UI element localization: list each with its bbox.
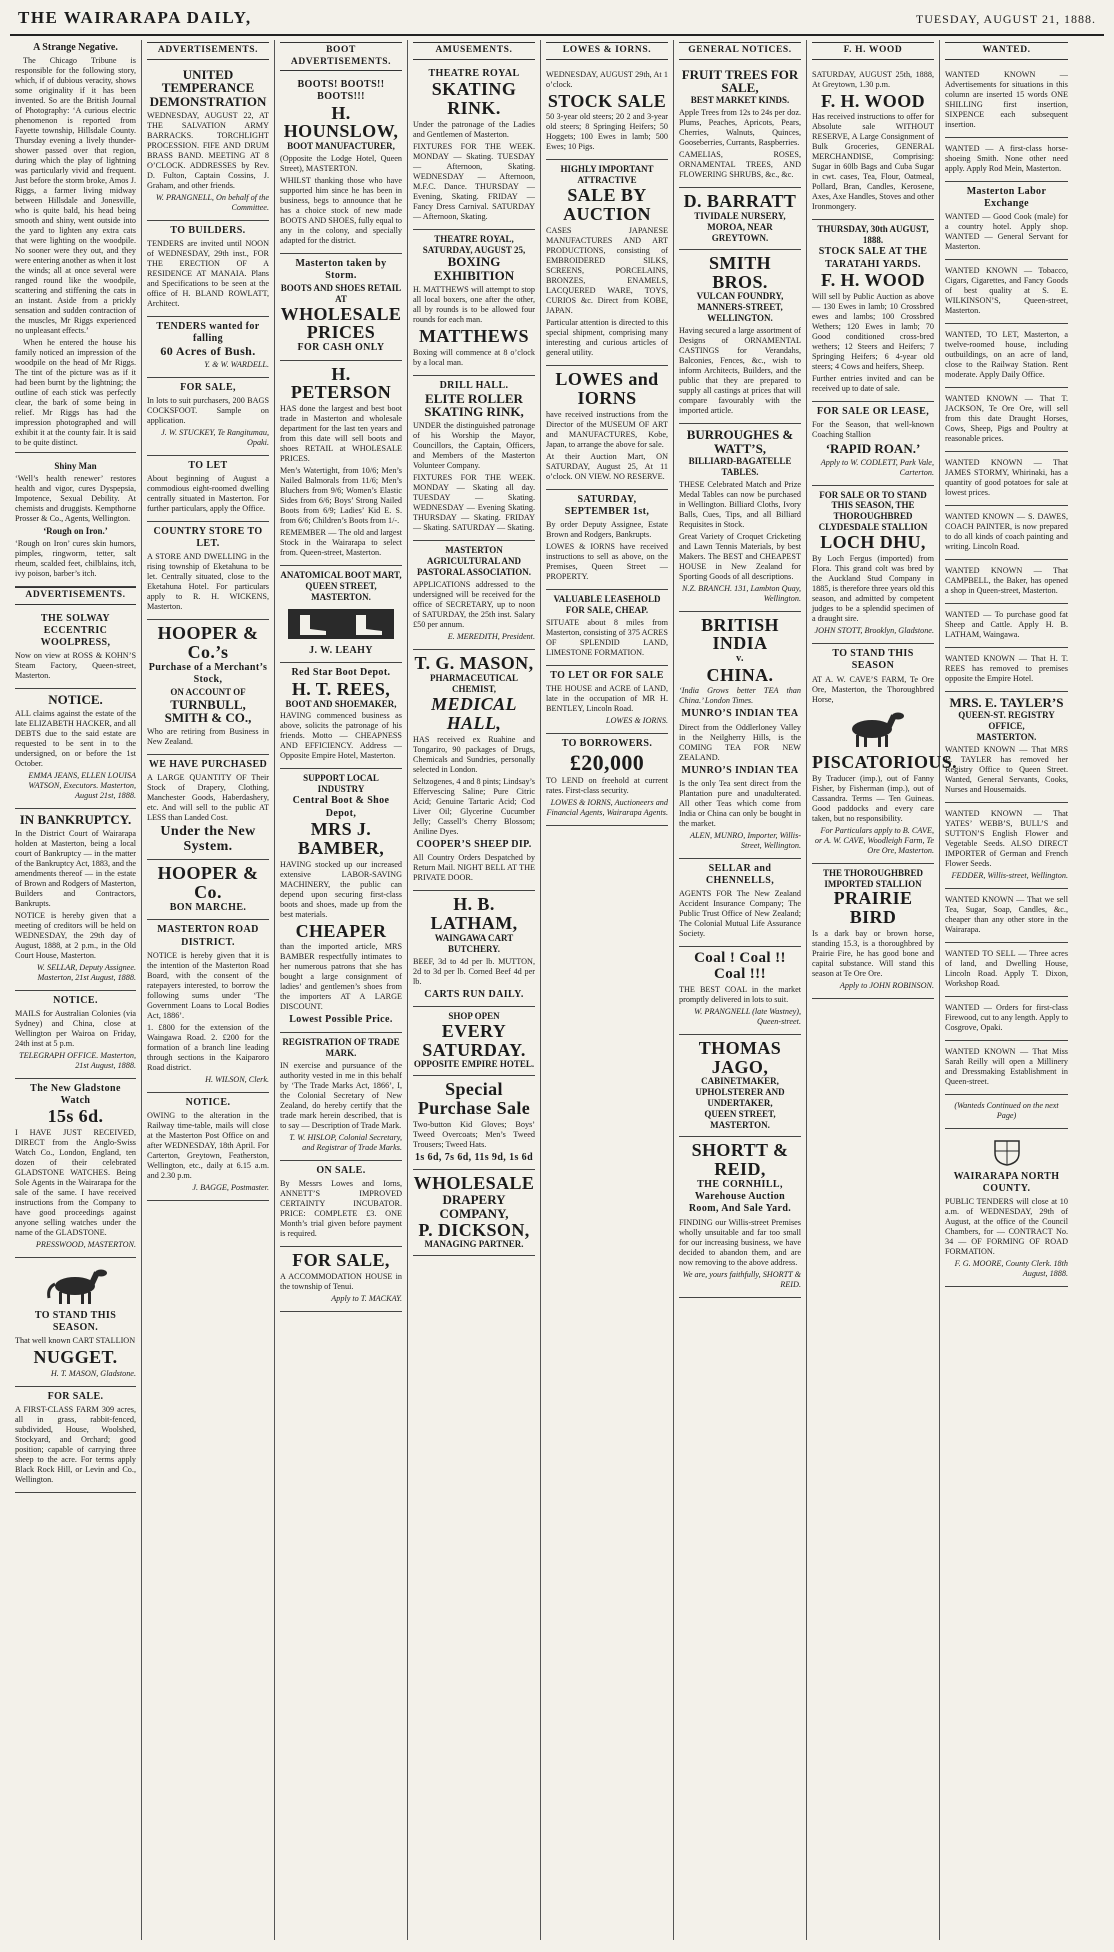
wanted-ad: WANTED, TO LET, Masterton, a twelve-roomed house, including outbuildings, on an acre of land, close to the Railway Station. Rent moderate. Apply Daily Office. [945, 324, 1068, 388]
ad-thomas-jago: THOMAS JAGO, CABINETMAKER, UPHOLSTERER AND UNDERTAKER, QUEEN STREET, MASTERTON. [679, 1035, 801, 1138]
ad-bankruptcy: IN BANKRUPTCY. In the District Court of Wairarapa holden at Masterton, being a local court of Bankruptcy — in the matter of the Bankruptcy Act, 1883, and the amendments thereof — in the estate of Brown and Rodgers of Masterton, Builders and Contractors, Bankrupts. NOTICE is hereby given that a meeting of creditors will be held on WEDNESDAY, the 29th day of August, 1888, at 2 p.m., in the Old Court House, Masterton. W. SELLAR, Deputy Assignee. Masterton, 21st August, 1888. [15, 809, 136, 991]
article-body: The Chicago Tribune is responsible for the following story, which, if of dubious veracity, shows some originality if it has been invented. So are the British Journal of Photography: ‘A curious electric phenomenon is reported from Fayette township, Hillsdale County. Thursday evening a lively thunder-shower passed over that region, during which the play of lightning was particularly vivid and frequent. Just before the storm broke, Amos J. Riggs, a farmer living midway between Hillsdale and Jonesville, who is quite bald, his head being smooth and shiny, went outside into the yard to lighten any extra cats that were lighting on the woodpile. No sooner were they out, and they were entering another as when it lost the winds; all at once several were ranged round like the woodpile, scattering and stiffening the cats in an instant. Aside from a prickly sensation and sudden contraction of the muscles, Mr Riggs experienced no unpleasant effects.’ [15, 56, 136, 336]
wanted-ad: WANTED KNOWN — S. DAWES, COACH PAINTER, is now prepared to do all kinds of coach painting and writing. Lincoln Road. [945, 506, 1068, 560]
ad-barratt-nursery: D. BARRATT TIVIDALE NURSERY, MOROA, NEAR GREYTOWN. [679, 188, 801, 250]
ad-smith-bros: SMITH BROS. VULCAN FOUNDRY, MANNERS-STREET, WELLINGTON. Having secured a large assortment of Designs of ORNAMENTAL CASTINGS for Verandahs, Balconies, Fences, &c., wish to inform Architects, Builders, and the public that they are prepared to supply all castings at prices that will compare favourably with the imported article. [679, 250, 801, 425]
ad-red-star-boot: Red Star Boot Depot. H. T. REES, BOOT AND SHOEMAKER, HAVING commenced business as above, solicits the patronage of his friends. Motto — CHEAPNESS AND EFFICIENCY. Address — Opposite Empire Hotel, Masterton. [280, 663, 402, 769]
ad-loch-dhu: FOR SALE OR TO STAND THIS SEASON, THE THOROUGHBRED CLYDESDALE STALLION LOCH DHU, By Loch Fergus (imported) from Flora. This grand colt was bred by the Auckland Stud Company in 1885, is therefore three years old this season, and admitted by competent judges to be a splendid specimen of a draught sire. JOHN STOTT, Brooklyn, Gladstone. [812, 486, 934, 645]
ad-cocksfoot: FOR SALE, In lots to suit purchasers, 200 BAGS COCKSFOOT. Sample on application. J. W. STUCKEY, Te Rangitumau, Opaki. [147, 378, 269, 456]
ad-notice-estate: NOTICE. ALL claims against the estate of the late ELIZABETH HACKER, and all DEBTS due to the said estate are requested to be sent in to the undersigned, on or before the 1st October. EMMA JEANS, ELLEN LOUISA WATSON, Executors. Masterton, August 21st, 1888. [15, 689, 136, 809]
ad-latham-butchery: H. B. LATHAM, WAINGAWA CART BUTCHERY. BEEF, 3d to 4d per lb. MUTTON, 2d to 3d per lb. Corned Beef 4d per lb. CARTS RUN DAILY. [413, 891, 535, 1007]
masthead-date: TUESDAY, AUGUST 21, 1888. [915, 12, 1096, 26]
ad-elite-skating: DRILL HALL. ELITE ROLLER SKATING RINK, UNDER the distinguished patronage of his Worship the Mayor, Councillors, the Captain, Officers, and Members of the Masterton Volunteer Company. FIXTURES FOR THE WEEK. MONDAY — Skating all day. TUESDAY — Skating. WEDNESDAY — Evening Skating. THURSDAY — Skating. FRIDAY — Skating. SATURDAY — Skating. [413, 376, 535, 541]
boot-engraving-icon [286, 607, 396, 641]
ad-bankrupt-estate-sale: SATURDAY, SEPTEMBER 1st, By order Deputy Assignee, Estate Brown and Rodgers, Bankrupts. LOWES & IORNS have received instructions to sell as above, on the Premises, Queen Street — PROPERTY. [546, 490, 668, 590]
ad-tenders-bush: TENDERS wanted for falling 60 Acres of Bush. Y. & W. WARDELL. [147, 317, 269, 378]
column-4 [408, 40, 541, 1940]
masthead-title: THE WAIRARAPA DAILY, [18, 8, 252, 27]
ad-tg-mason: T. G. MASON, PHARMACEUTICAL CHEMIST, MEDICAL HALL, HAS received ex Ruahine and Tongariro, 90 packages of Drugs, Chemicals and Sundries, personally selected in London. Seltzogenes, 4 and 8 pints; Lindsay’s Effervescing Saline; Pure Citric Acid; Genuine Tartaric Acid; Cod Liver Oil; Glycerine Cucumber Jelly; Cassell’s Cherry Blossom; Aniline Dyes. COOPER’S SHEEP DIP. All Country Orders Despatched by Return Mail. NIGHT BELL AT THE PRIVATE DOOR. [413, 650, 535, 891]
wanted-ad: WANTED — Orders for first-class Firewood, cut to any length. Apply to Cosgrove, Opaki. [945, 997, 1068, 1041]
ad-shortt-reid: SHORTT & REID, THE CORNHILL, Warehouse Auction Room, And Sale Yard. FINDING our Willis-street Premises wholly unsuitable and far too small for our increasing business, we have decided to abandon them, and are now removing to the above address. We are, yours faithfully, SHORTT & REID. [679, 1137, 801, 1297]
wanted-ad: WANTED KNOWN — Tobacco, Cigars, Cigarettes, and Fancy Goods of best quality at S. E. WILKINSON’S, Queen-street, Masterton. [945, 260, 1068, 324]
wanted-ad: WANTED TO SELL — Three acres of land, and Dwelling House, Lincoln Road. Apply T. Dixon, Workshop Road. [945, 943, 1068, 997]
ad-peterson: H. PETERSON HAS done the largest and best boot trade in Masterton and wholesale department for the last ten years and from this date will sell boots and shoes RETAIL at WHOLESALE PRICES. Men’s Watertight, from 10/6; Men’s Nailed Balmorals from 11/6; Men’s Bluchers from 9/6; Women’s Elastic Sides from 6/6; Boys’ Strong Nailed Boots from 6/9; Ladies’ Kid E. S. from 6/6; Children’s Boots from 1/-. REMEMBER — The old and largest Stock in the Wairarapa to select from. Queen-street, Masterton. [280, 361, 402, 567]
ad-leasehold: VALUABLE LEASEHOLD FOR SALE, CHEAP. SITUATE about 8 miles from Masterton, consisting of 375 ACRES OF SPLENDID LAND, LIMESTONE FORMATION. [546, 590, 668, 666]
ad-trade-mark: REGISTRATION OF TRADE MARK. IN exercise and pursuance of the authority vested in me in this behalf by ‘The Trade Marks Act, 1866’, I, the Colonial Secretary of New Zealand, do hereby certify that the trade mark herein described, that is to say — Description of Trade Mark. T. W. HISLOP, Colonial Secretary, and Registrar of Trade Marks. [280, 1033, 402, 1161]
wanted-continued-note: (Wanteds Continued on the next Page) [945, 1095, 1068, 1129]
wanted-ad: WANTED KNOWN — That CAMPBELL, the Baker, has opened a shop in Queen-street, Masterton. [945, 560, 1068, 604]
ad-hooper-purchase: HOOPER & Co.’s Purchase of a Merchant’s Stock, ON ACCOUNT OF TURNBULL, SMITH & CO., Who are retiring from Business in New Zealand. [147, 620, 269, 754]
ad-temperance-demonstration: UNITED TEMPERANCE DEMONSTRATION WEDNESDAY, AUGUST 22, AT THE SALVATION ARMY BARRACKS. TORCHLIGHT PROCESSION. FIFE AND DRUM BRASS BAND. MEETING AT 8 O’CLOCK. ADDRESSES by Rev. D. Fulton, Captain Cossins, J. Graham, and other friends. W. PRANGNELL, On behalf of the Committee. [147, 64, 269, 221]
ad-to-borrowers: TO BORROWERS. £20,000 TO LEND on freehold at current rates. First-class security. LOWES & IORNS, Auctioneers and Financial Agents, Wairarapa Agents. [546, 734, 668, 825]
column-7 [807, 40, 958, 1940]
ad-mails-notice: NOTICE. MAILS for Australian Colonies (via Sydney) and China, close at Wellington per Wairoa on Friday, 24th inst at 5 p.m. TELEGRAPH OFFICE. Masterton, 21st August, 1888. [15, 991, 136, 1079]
section-advertisements: ADVERTISEMENTS. [15, 587, 136, 605]
wanted-ad: WANTED KNOWN — That T. JACKSON, Te Ore Ore, will sell from this date Draught Horses, Cows, Sheep, Pigs and Poultry at reasonable prices. [945, 388, 1068, 452]
column-heading: F. H. WOOD [812, 42, 934, 60]
wanted-ad: WANTED — A first-class horse-shoeing Smith. None other need apply. Apply Rod Mein, Masterton. [945, 138, 1068, 182]
ad-munro-tea: BRITISH INDIA v. CHINA. ‘India Grows better TEA than China.’ London Times. MUNRO’S INDIAN TEA Direct from the Oddlerloney Valley in the Neilgherry Hills, is the COMING TEA FOR NEW ZEALAND. MUNRO’S INDIAN TEA Is the only Tea sent direct from the Plantation pure and unadulterated. All other Teas which come from India or China can only be bought in the market. ALEN, MUNRO, Importer, Willis-Street, Wellington. [679, 612, 801, 859]
ad-japanese-sale: HIGHLY IMPORTANT ATTRACTIVE SALE BY AUCTION CASES JAPANESE MANUFACTURES AND ART PRODUCTIONS, consisting of EMBROIDERED SILKS, SCREENS, PORCELAINS, BRONZES, ENAMELS, LACQUERED WARE, TOYS, CURIOS &c. Direct from KOBE, JAPAN. Particular attention is directed to this special shipment, comprising many interesting and curious articles of general utility. [546, 160, 668, 366]
ad-agricultural-association: MASTERTON AGRICULTURAL AND PASTORAL ASSOCIATION. APPLICATIONS addressed to the undersigned will be received for the office of SECRETARY, up to noon of SATURDAY, the 25th inst. Salary £50 per annum. E. MEREDITH, President. [413, 541, 535, 650]
notice-shiny-man: Shiny Man ‘Well’s health renewer’ restores health and vigor, cures Dyspepsia, Impotence, Sexual Debility. At chemists and druggists. Kempthorne Prosser & Co., Agents, Wellington. ‘Rough on Iron.’ ‘Rough on Iron’ cures skin humors, pimples, ringworm, tetter, salt rheum, scalded feet, chilblains, itch, ivy poison, barber’s itch. [15, 457, 136, 587]
ad-prairie-bird: THE THOROUGHBRED IMPORTED STALLION PRAIRIE BIRD Is a dark bay or brown horse, standing 15.3, is a thoroughbred by Prairie Fire, he has good bone and capital substance. Will stand this season at Te Ore Ore. Apply to JOHN ROBINSON. [812, 864, 934, 1000]
column-5 [541, 40, 674, 1940]
article-body-2: When he entered the house his family noticed an impression of the woodpile on the head of Mr Riggs. The tint of the picture was as if it had been burnt by the lightning; the outline of each stick was perfectly clear, the bark of some being in relief. Mr Riggs has had the impression photographed and will exhibit it at the county fair. It is said to be quite distinct. [15, 338, 136, 448]
column-heading: WANTED. [945, 42, 1068, 60]
ad-woolpress: THE SOLWAY ECCENTRIC WOOLPRESS, Now on view at ROSS & KOHN’S Steam Factory, Queen-street, Masterton. [15, 609, 136, 690]
wanted-ad: WANTED KNOWN — That YATES’ WEBB’S, BULL’S and SUTTON’S English Flower and Vegetable Seeds. ALSO DIRECT IMPORTER of German and French Flower Seeds. FEDDER, Willis-street, Wellington. [945, 803, 1068, 889]
wanted-ad: WANTED KNOWN — Advertisements for situations in this column are inserted 15 words ONE SHILLING first insertion, SIXPENCE each subsequent insertion. [945, 64, 1068, 138]
column-heading: LOWES & IORNS. [546, 42, 668, 60]
ad-county-tenders: WAIRARAPA NORTH COUNTY. PUBLIC TENDERS will close at 10 a.m. of WEDNESDAY, 29th of August, at the office of the Council Chambers, for — CONTRACT No. 34 — OF FORMING OF ROAD FORMATION. F. G. MOORE, County Clerk. 18th August, 1888. [945, 1129, 1068, 1287]
wanted-ad: WANTED KNOWN — That H. T. REES has removed to premises opposite the Empire Hotel. [945, 648, 1068, 692]
ad-mail-notice: NOTICE. OWING to the alteration in the Railway time-table, mails will close at the Masterton Post Office on and after WEDNESDAY, 18th April. For Carterton, Greytown, Featherston, Wellington, etc., daily at 6.15 a.m. and 2.30 p.m. J. BAGGE, Postmaster. [147, 1093, 269, 1201]
ad-taratahi-stock-sale: THURSDAY, 30th AUGUST, 1888. STOCK SALE AT THE TARATAHI YARDS. F. H. WOOD Will sell by Public Auction as above — 130 Ewes in lamb; 10 Crossbred ewes and lambs; 100 Crossbred Wethers; 120 Ewes in lamb; 70 Good conditioned cross-bred wethers; 12 Steers and Heifers; 7 Springing Heifers; 6 4-year old steers; 4 Cows and heifers, Sheep. Further entries invited and can be received up to date of sale. [812, 220, 934, 401]
wanted-labor-exchange: Masterton Labor Exchange WANTED — Good Cook (male) for a country hotel. Apply shop. WANTED — General Servant for Masterton. [945, 182, 1068, 260]
ad-nugget-stallion: TO STAND THIS SEASON. That well known CART STALLION NUGGET. H. T. MASON, Gladstone. [15, 1258, 136, 1387]
ad-coal: Coal ! Coal !! Coal !!! THE BEST COAL in the market promptly delivered in lots to suit. W. PRANGNELL (late Wastney), Queen-street. [679, 947, 801, 1035]
column-2 [142, 40, 275, 1940]
wanted-ad: WANTED KNOWN — That JAMES STORMY, Whirinaki, has a quantity of good potatoes for sale at lowest prices. [945, 452, 1068, 506]
ad-burroughes-watt: BURROUGHES & WATT’S, BILLIARD-BAGATELLE TABLES. THESE Celebrated Match and Prize Medal Tables can now be purchased in Wellington. Billiard Cloths, Ivory Balls, Cues, Tips, and all Billiard Requisites in Stock. Great Variety of Croquet Cricketing and Lawn Tennis Materials, by best Makers. The BEST and CHEAPEST HOUSE in New Zealand for Sporting Goods of all descriptions. N.Z. BRANCH. 131, Lambton Quay, Wellington. [679, 424, 801, 611]
ad-lowes-iorns-mart: LOWES and IORNS have received instructions from the Director of the MUSEUM OF ART and MANUFACTURES, Kobe, Japan, to arrange the above for sale. At their Auction Mart, ON SATURDAY, August 25, At 11 o’clock. ON VIEW. NO RESERVE. [546, 366, 668, 490]
horse-engraving-icon [41, 1266, 111, 1306]
ad-stock-sale: WEDNESDAY, AUGUST 29th, At 1 o’clock. STOCK SALE 50 3-year old steers; 20 2 and 3-year old steers; 8 Springing Heifers; 50 Hoggets; 100 Ewes in lamb; 500 Ewes; 10 Pigs. [546, 64, 668, 161]
ad-we-have-purchased: WE HAVE PURCHASED A LARGE QUANTITY OF Their Stock of Drapery, Clothing, Manchester Goods, Haberdashery, etc. And will sell to the public AT LESS than Landed Cost. Under the New System. [147, 755, 269, 861]
column-3 [275, 40, 408, 1940]
ad-anatomical-boot-mart: ANATOMICAL BOOT MART, QUEEN STREET, MASTERTON. J. W. LEAHY [280, 566, 402, 663]
ad-wholesale-drapery: WHOLESALE DRAPERY COMPANY, P. DICKSON, MANAGING PARTNER. [413, 1170, 535, 1256]
ad-special-purchase: Special Purchase Sale Two-button Kid Gloves; Boys’ Tweed Overcoats; Men’s Tweed Trousers; Tweed Hats. 1s 6d, 7s 6d, 11s 9d, 1s 6d [413, 1076, 535, 1170]
ad-fruit-trees: FRUIT TREES FOR SALE, BEST MARKET KINDS. Apple Trees from 12s to 24s per doz. Plums, Peaches, Apricots, Pears, Cherries, Walnuts, Quinces, Gooseberries, Currants, Raspberries. CAMELIAS, ROSES, ORNAMENTAL TREES, AND FLOWERING SHRUBS, &c., &c. [679, 64, 801, 188]
column-heading: GENERAL NOTICES. [679, 42, 801, 60]
coat-of-arms-icon [989, 1137, 1025, 1167]
ad-to-let-or-sale: TO LET OR FOR SALE THE HOUSE and ACRE of LAND, late in the occupation of MR H. BENTLEY, Lincoln Road. LOWES & IORNS. [546, 666, 668, 734]
ad-sellar-chennells: SELLAR and CHENNELLS, AGENTS FOR The New Zealand Accident Insurance Company; The Public Trust Office of New Zealand; The Colonial Mutual Life Assurance Society. [679, 859, 801, 947]
ad-road-district: MASTERTON ROAD DISTRICT. NOTICE is hereby given that it is the intention of the Masterton Road Board, with the consent of the ratepayers interested, to borrow the following sums under ‘The Government Loans to Local Bodies Act, 1886’. 1. £800 for the extension of the Waingawa Road. 2. £200 for the formation of a branch line leading through sections in the Kaiparoro Road district. H. WILSON, Clerk. [147, 920, 269, 1092]
column-6 [674, 40, 807, 1940]
masthead [10, 6, 1104, 36]
ad-hooper-bon-marche: HOOPER & Co. BON MARCHE. [147, 860, 269, 920]
wanted-ad: WANTED KNOWN — That Miss Sarah Reilly will open a Millinery and Dressmaking Establishment in Queen-street. [945, 1041, 1068, 1095]
ad-incubator: ON SALE. By Messrs Lowes and Iorns, ANNETT’S IMPROVED CERTAINTY INCUBATOR. PRICE: COMPLETE £3. ONE Month’s trial given before payment is required. [280, 1161, 402, 1247]
ad-wood-groceries: SATURDAY, AUGUST 25th, 1888, At Greytown, 1.30 p.m. F. H. WOOD Has received instructions to offer for Absolute sale WITHOUT RESERVE, A Large Consignment of Bulk Groceries, GENERAL MERCHANDISE, Comprising: Sugar in 60lb Bags and Cuba Sugar in cwt. cases, Tea, Flour, Oatmeal, Pollard, Bran, Candles, Kerosene, Axes, Axe Handles, Stoves and other Ironmongery. [812, 64, 934, 221]
ad-shop-open: SHOP OPEN EVERY SATURDAY. OPPOSITE EMPIRE HOTEL. [413, 1007, 535, 1077]
ad-country-store: COUNTRY STORE TO LET. A STORE AND DWELLING in the rising township of Eketahuna to be let. Centrally situated, close to the Eketahuna Hotel. For particulars apply to R. H. WICKENS, Masterton. [147, 522, 269, 620]
ad-farm-for-sale: FOR SALE. A FIRST-CLASS FARM 309 acres, all in grass, rabbit-fenced, subdivided, House, Woolshed, Stockyard, and Orchard; good position; capable of carrying three sheep to the acre. For terms apply Black Rock Hill, or Levin and Co., Wellington. [15, 1387, 136, 1493]
columns [10, 40, 1104, 1940]
ad-masterton-storm: Masterton taken by Storm. BOOTS AND SHOES RETAIL AT WHOLESALE PRICES FOR CASH ONLY [280, 254, 402, 360]
ad-bamber: SUPPORT LOCAL INDUSTRY Central Boot & Shoe Depot, MRS J. BAMBER, HAVING stocked up our increased extensive LABOR-SAVING MACHINERY, the public can depend upon securing first-class boots and shoes, made up from the best materials. CHEAPER than the imported article, MRS BAMBER respectfully intimates to her numerous patrons that she has bought a large consignment of ladies’ and gentlemen’s shoes from the importers AT A LARGE DISCOUNT. Lowest Possible Price. [280, 769, 402, 1032]
ad-skating-rink: THEATRE ROYAL SKATING RINK. Under the patronage of the Ladies and Gentlemen of Masterton. FIXTURES FOR THE WEEK. MONDAY — Skating. TUESDAY — Afternoon, Skating. WEDNESDAY — Afternoon, M.F.C. Dance. THURSDAY — Evening, Skating. FRIDAY — Fancy Dress Carnival. SATURDAY — Afternoon, Skating. [413, 64, 535, 230]
wanted-ad: WANTED — To purchase good fat Sheep and Cattle. Apply H. B. LATHAM, Waingawa. [945, 604, 1068, 648]
column-8 [940, 40, 1073, 1940]
horse-engraving-icon [838, 709, 908, 749]
article-strange-negative [15, 42, 136, 448]
article-title: A Strange Negative. [33, 42, 118, 53]
ad-accommodation-house: FOR SALE, A ACCOMMODATION HOUSE in the township of Tenui. Apply to T. MACKAY. [280, 1247, 402, 1312]
ad-hounslow: BOOTS! BOOTS!! BOOTS!!! H. HOUNSLOW, BOOT MANUFACTURER, (Opposite the Lodge Hotel, Queen Street), MASTERTON. WHILST thanking those who have supported him since he has been in business, begs to announce that he has a choice stock of new made BOOTS AND SHOES, fully equal to any in the colony, and specially adapted for the district. [280, 75, 402, 254]
wanted-ad: WANTED KNOWN — That we sell Tea, Sugar, Soap, Candles, &c., cheaper than any other store in the Wairarapa. [945, 889, 1068, 943]
ad-boxing-exhibition: THEATRE ROYAL, SATURDAY, AUGUST 25, BOXING EXHIBITION H. MATTHEWS will attempt to stop all local boxers, one after the other, all by rounds is to be allowed four rounds for each man. MATTHEWS Boxing will commence at 8 o’clock by a local man. [413, 230, 535, 376]
ad-to-let: TO LET About beginning of August a commodious eight-roomed dwelling centrally situated in Masterton. For further particulars, apply the Office. [147, 456, 269, 522]
ad-to-builders: TO BUILDERS. TENDERS are invited until NOON of WEDNESDAY, 29th inst., FOR THE ERECTION OF A RESIDENCE AT MANAIA. Plans and Specifications to be seen at the office of H. BLAND ROWLATT, Architect. [147, 221, 269, 317]
ad-tayler-registry: MRS. E. TAYLER’S QUEEN-ST. REGISTRY OFFICE, MASTERTON. WANTED KNOWN — That MRS E. TAYLER has removed her Registry Office to Queen Street. Wanted, General Servants, Cooks, Nurses and Housemaids. [945, 692, 1068, 803]
column-heading: ADVERTISEMENTS. [147, 42, 269, 60]
ad-gladstone-watch: The New Gladstone Watch 15s 6d. I HAVE JUST RECEIVED, DIRECT from the Anglo-Swiss Watch Co., London, England, ten dozen of their celebrated GLADSTONE WATCHES. Being Sole Agents in the Wairarapa for the sale of the same. I have received instructions from the Company to have good proceedings against anyone selling watches under the name of the GLADSTONE. PRESSWOOD, MASTERTON. [15, 1079, 136, 1258]
column-heading: AMUSEMENTS. [413, 42, 535, 60]
column-1 [10, 40, 142, 1940]
column-heading: BOOT ADVERTISEMENTS. [280, 42, 402, 71]
ad-rapid-roan: FOR SALE OR LEASE, For the Season, that well-known Coaching Stallion ‘RAPID ROAN.’ Apply to W. CODLETT, Park Vale, Carterton. [812, 402, 934, 486]
ad-piscatorious: TO STAND THIS SEASON AT A. W. CAVE’S FARM, Te Ore Ore, Masterton, the Thoroughbred Horse, PISCATORIOUS. By Traducer (imp.), out of Fanny Fisher, by Fisherman (imp.), out of Cassandra. Terms — Ten Guineas. Good paddocks and every care taken, but no responsibility. For Particulars apply to B. CAVE, or A. W. CAVE, Woodleigh Farm, Te Ore Ore, Masterton. [812, 644, 934, 863]
